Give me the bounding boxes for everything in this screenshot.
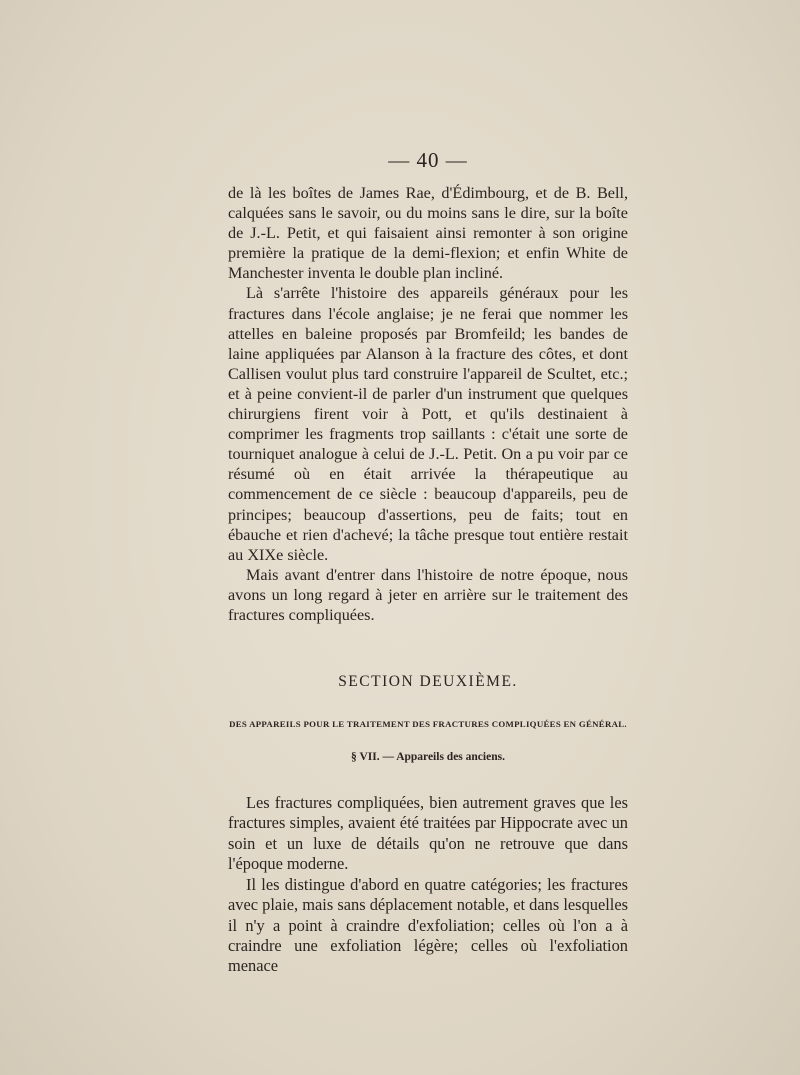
subsection-heading: § VII. — Appareils des anciens. [351, 751, 505, 764]
paragraph: Les fractures compliquées, bien autrement graves que les fractures simples, avaient été traitées par Hippocrate avec un soin et un luxe de détails qu'on ne retrouve que dans l'époque moderne. [228, 793, 628, 874]
page-number: — 40 — [388, 148, 468, 172]
section-one-text [228, 183, 628, 625]
section-subtitle: DES APPAREILS POUR LE TRAITEMENT DES FRACTURES COMPLIQUÉES EN GÉNÉRAL. [229, 719, 627, 730]
paragraph: de là les boîtes de James Rae, d'Édimbourg, et de B. Bell, calquées sans le savoir, ou du moins sans le dire, sur la boîte de J.-L. Petit, et qui faisaient ainsi remonter à son origine première la pratique de la demi-flexion; et enfin White de Manchester inventa le double plan incliné. [228, 184, 628, 283]
text-column [228, 148, 628, 977]
section-two-text [228, 793, 628, 977]
section-title: SECTION DEUXIÈME. [338, 673, 518, 691]
paragraph: Il les distingue d'abord en quatre catégories; les fractures avec plaie, mais sans déplacement notable, et dans lesquelles il n'y a point à craindre d'exfoliation; celles où l'on a à craindre une exfoliation légère; celles où l'exfoliation menace [228, 874, 628, 976]
paragraph: Là s'arrête l'histoire des appareils généraux pour les fractures dans l'école anglaise; je ne ferai que nommer les attelles en baleine proposés par Bromfeild; les bandes de laine appliquées par Alanson à la fracture des côtes, et dont Callisen voulut plus tard construire l'appareil de Scultet, etc.; et à peine convient-il de parler d'un instrument que quelques chirurgiens firent voir à Pott, et qu'ils destinaient à comprimer les fragments trop saillants : c'était une sorte de tourniquet analogue à celui de J.-L. Petit. On a pu voir par ce résumé où en était arrivée la thérapeutique au commencement de ce siècle : beaucoup d'appareils, peu de principes; beaucoup d'assertions, peu de faits; tout en ébauche et rien d'achevé; la tâche presque tout entière restait au XIXe siècle. [228, 284, 628, 564]
paragraph: Mais avant d'entrer dans l'histoire de notre époque, nous avons un long regard à jeter en arrière sur le traitement des fractures compliquées. [228, 565, 628, 624]
